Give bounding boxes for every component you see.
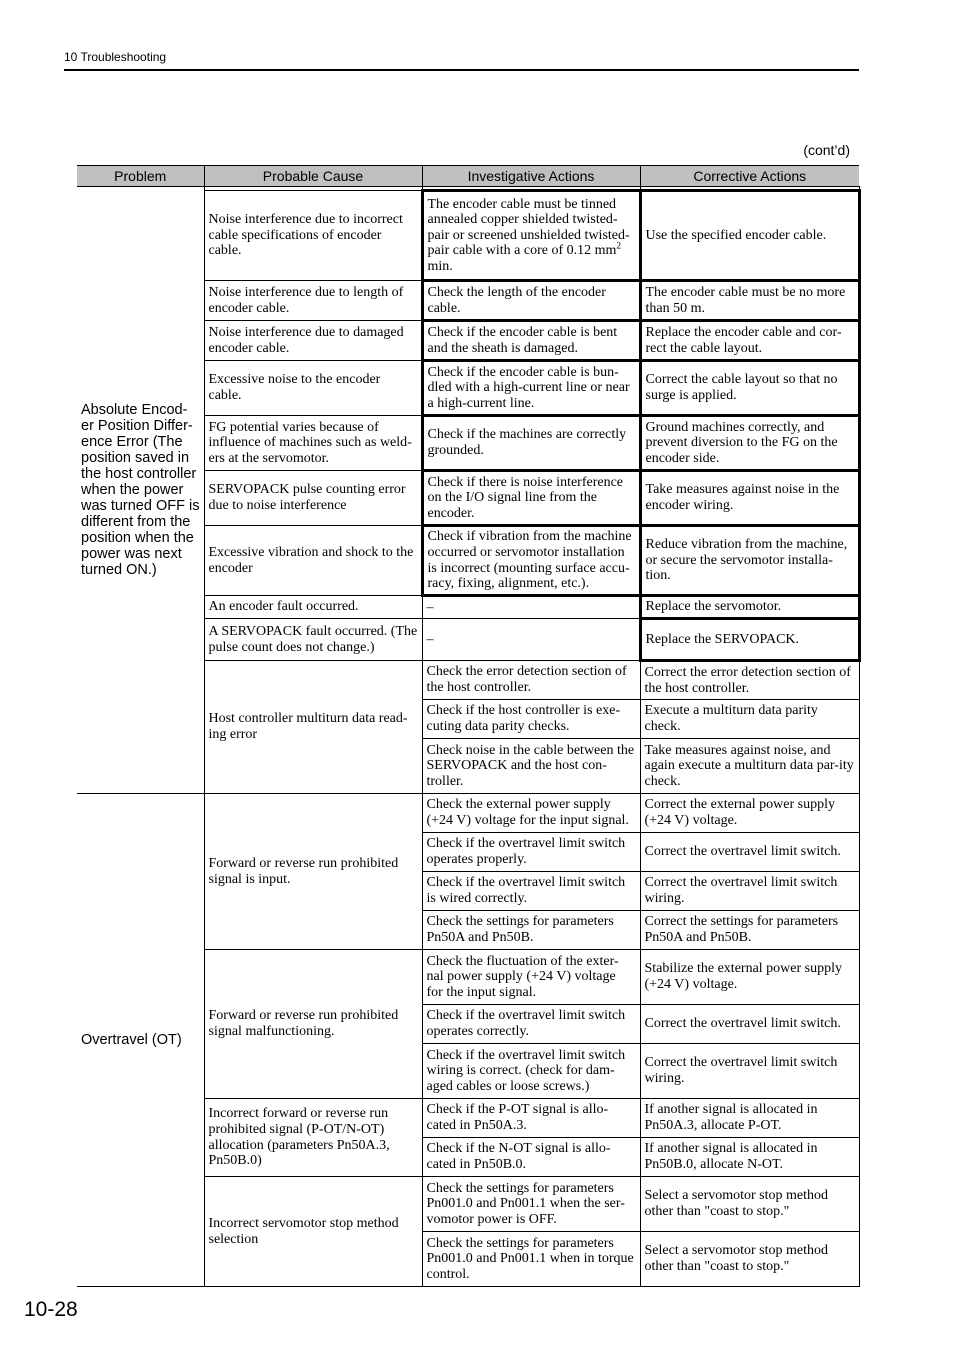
- corrective-cell: Correct the external power supply (+24 V) voltage.: [640, 794, 859, 833]
- investigative-cell: Check if vibration from the machine occurred or servomotor installation is incorrect (mounting surface accu-racy, fixing, alignment, etc.).: [422, 526, 640, 596]
- investigative-cell: Check the fluctuation of the exter-nal power supply (+24 V) voltage for the input signal.: [422, 950, 640, 1005]
- corrective-cell: Correct the overtravel limit switch.: [640, 1005, 859, 1044]
- cause-cell: Forward or reverse run prohibited signal malfunctioning.: [204, 950, 422, 1099]
- investigative-cell: Check the external power supply (+24 V) voltage for the input signal.: [422, 794, 640, 833]
- corrective-cell: Correct the overtravel limit switch wiring.: [640, 1044, 859, 1099]
- page-number: 10-28: [24, 1298, 78, 1321]
- col-header-investigative-actions: Investigative Actions: [422, 166, 640, 187]
- header-rule: [64, 69, 859, 71]
- cause-cell: Noise interference due to incorrect cable specifications of encoder cable.: [204, 191, 422, 281]
- investigative-cell: Check if the N-OT signal is allo-cated in Pn50B.0.: [422, 1138, 640, 1177]
- corrective-cell: Stabilize the external power supply (+24 V) voltage.: [640, 950, 859, 1005]
- investigative-cell: Check if the encoder cable is bun-dled with a high-current line or near a high-current line.: [422, 361, 640, 416]
- cause-cell: Excessive vibration and shock to the encoder: [204, 526, 422, 596]
- cause-cell: Forward or reverse run prohibited signal is input.: [204, 794, 422, 950]
- investigative-cell: Check if the host controller is exe-cuting data parity checks.: [422, 700, 640, 739]
- corrective-cell: If another signal is allocated in Pn50B.0, allocate N-OT.: [640, 1138, 859, 1177]
- running-header: 10 Troubleshooting: [64, 50, 167, 64]
- investigative-cell: Check the settings for parameters Pn001.0 and Pn001.1 when in torque control.: [422, 1232, 640, 1287]
- corrective-cell: The encoder cable must be no more than 50 m.: [640, 281, 859, 321]
- col-header-problem: Problem: [77, 166, 204, 187]
- investigative-cell: Check if the P-OT signal is allo-cated in Pn50A.3.: [422, 1099, 640, 1138]
- corrective-cell: Replace the encoder cable and cor-rect the cable layout.: [640, 321, 859, 361]
- cause-cell: An encoder fault occurred.: [204, 596, 422, 619]
- investigative-cell: Check if there is noise interference on the I/O signal line from the encoder.: [422, 471, 640, 526]
- corrective-cell: Correct the error detection section of the host controller.: [640, 661, 859, 700]
- investigative-cell: Check if the overtravel limit switch operates properly.: [422, 833, 640, 872]
- cause-cell: Incorrect servomotor stop method selection: [204, 1177, 422, 1287]
- investigative-cell: Check the settings for parameters Pn001.0 and Pn001.1 when the ser-vomotor power is OFF.: [422, 1177, 640, 1232]
- investigative-cell: Check noise in the cable between the SERVOPACK and the host con-troller.: [422, 739, 640, 794]
- corrective-cell: Correct the cable layout so that no surge is applied.: [640, 361, 859, 416]
- cause-cell: FG potential varies because of influence of machines such as weld-ers at the servomotor.: [204, 416, 422, 471]
- cause-cell: Noise interference due to damaged encoder cable.: [204, 321, 422, 361]
- cause-cell: Excessive noise to the encoder cable.: [204, 361, 422, 416]
- col-header-corrective-actions: Corrective Actions: [640, 166, 859, 187]
- cause-cell: Incorrect forward or reverse run prohibited signal (P-OT/N-OT) allocation (parameters Pn50A.3, Pn50B.0): [204, 1099, 422, 1177]
- cause-cell: SERVOPACK pulse counting error due to noise interference: [204, 471, 422, 526]
- table-row: [77, 794, 859, 833]
- cause-cell: A SERVOPACK fault occurred. (The pulse count does not change.): [204, 619, 422, 661]
- corrective-cell: Execute a multiturn data parity check.: [640, 700, 859, 739]
- corrective-cell: If another signal is allocated in Pn50A.3, allocate P-OT.: [640, 1099, 859, 1138]
- investigative-cell: The encoder cable must be tinned annealed copper shielded twisted-pair or screened unshielded twisted-pair cable with a core of 0.12 $mm^2$ min.: [422, 191, 640, 281]
- problem-overtravel: Overtravel (OT): [77, 794, 204, 1287]
- troubleshooting-table: [77, 165, 861, 1287]
- table-header-row: [77, 166, 859, 187]
- corrective-cell: Correct the overtravel limit switch wiring.: [640, 872, 859, 911]
- cause-cell: Host controller multiturn data read-ing error: [204, 661, 422, 794]
- corrective-cell: Take measures against noise, and again execute a multiturn data par-ity check.: [640, 739, 859, 794]
- investigative-cell: Check if the encoder cable is bent and the sheath is damaged.: [422, 321, 640, 361]
- corrective-cell: Select a servomotor stop method other than "coast to stop.": [640, 1177, 859, 1232]
- investigative-cell: Check if the machines are correctly grounded.: [422, 416, 640, 471]
- investigative-cell: Check the error detection section of the host controller.: [422, 661, 640, 700]
- corrective-cell: Replace the SERVOPACK.: [640, 619, 859, 661]
- corrective-cell: Reduce vibration from the machine, or secure the servomotor installa-tion.: [640, 526, 859, 596]
- corrective-cell: Take measures against noise in the encoder wiring.: [640, 471, 859, 526]
- investigative-cell: Check the length of the encoder cable.: [422, 281, 640, 321]
- investigative-cell: Check if the overtravel limit switch wiring is correct. (check for dam-aged cables or loose screws.): [422, 1044, 640, 1099]
- investigative-cell: Check if the overtravel limit switch operates correctly.: [422, 1005, 640, 1044]
- col-header-probable-cause: Probable Cause: [204, 166, 422, 187]
- investigative-cell: –: [422, 619, 640, 661]
- corrective-cell: Ground machines correctly, and prevent diversion to the FG on the encoder side.: [640, 416, 859, 471]
- problem-absolute-encoder: Absolute Encod-er Position Differ-ence Error (The position saved in the host controller when the power was turned OFF is different from the position when the power was next turned ON.): [77, 187, 204, 794]
- corrective-cell: Use the specified encoder cable.: [640, 191, 859, 281]
- investigative-cell: –: [422, 596, 640, 619]
- cause-cell: Noise interference due to length of encoder cable.: [204, 281, 422, 321]
- corrective-cell: Correct the settings for parameters Pn50A and Pn50B.: [640, 911, 859, 950]
- investigative-cell: Check the settings for parameters Pn50A and Pn50B.: [422, 911, 640, 950]
- corrective-cell: Replace the servomotor.: [640, 596, 859, 619]
- corrective-cell: Select a servomotor stop method other than "coast to stop.": [640, 1232, 859, 1287]
- corrective-cell: Correct the overtravel limit switch.: [640, 833, 859, 872]
- investigative-cell: Check if the overtravel limit switch is wired correctly.: [422, 872, 640, 911]
- continued-label: (cont’d): [803, 142, 850, 158]
